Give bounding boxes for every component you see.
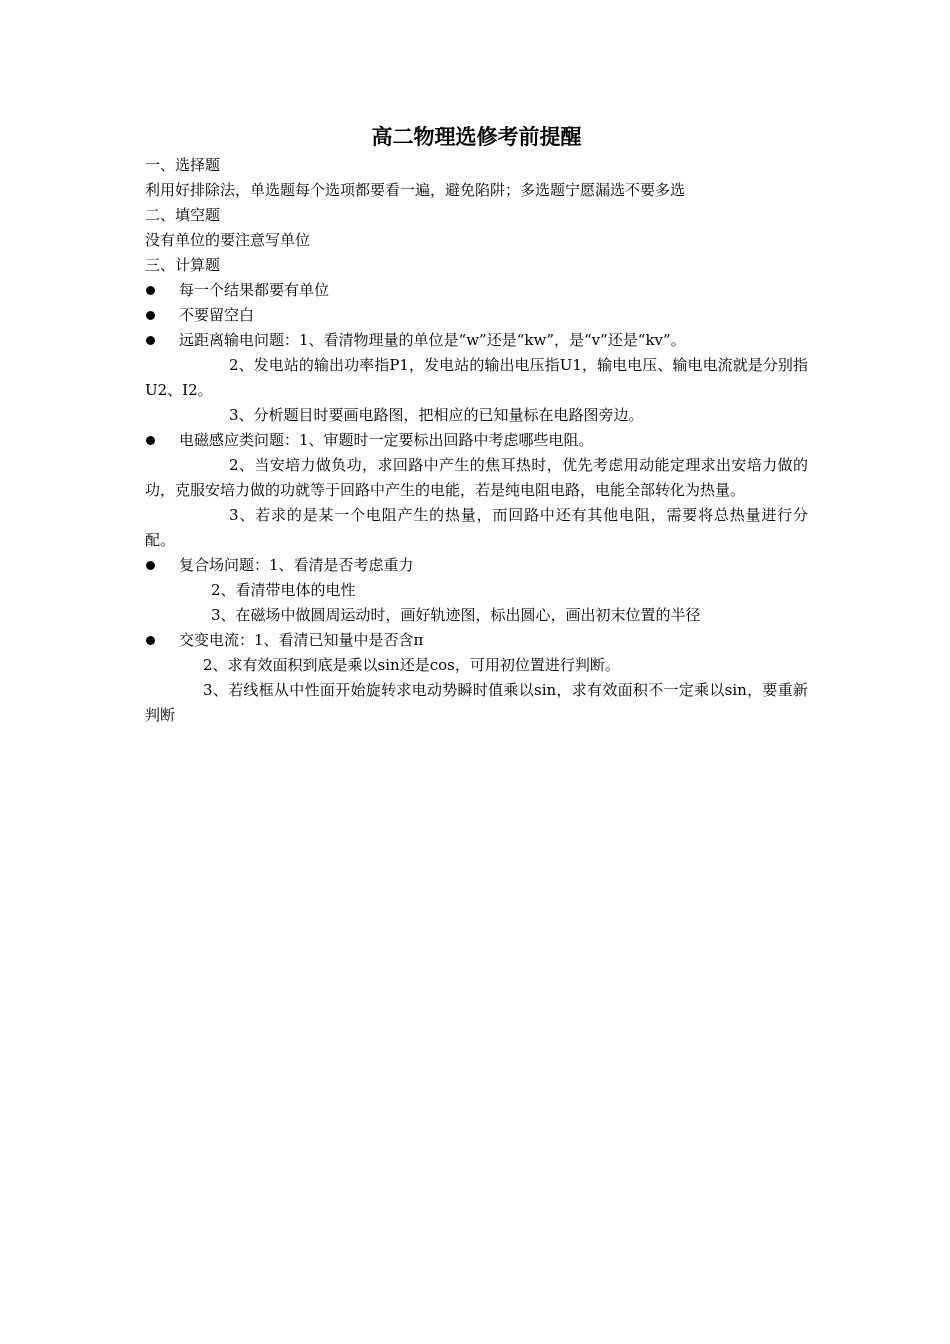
section-heading-calc: 三、计算题 (145, 256, 221, 274)
bullet-dot-icon (146, 286, 155, 295)
document-title: 高二物理选修考前提醒 (371, 125, 582, 149)
bullet-text: 电磁感应类问题：1、审题时一定要标出回路中考虑哪些电阻。 (179, 431, 594, 449)
bullet-dot-icon (146, 561, 155, 570)
transmission-point-3: 3、分析题目时要画电路图，把相应的已知量标在电路图旁边。 (229, 406, 644, 424)
field-point-3: 3、在磁场中做圆周运动时，画好轨迹图，标出圆心，画出初末位置的半径 (211, 606, 701, 624)
document-page (145, 122, 808, 728)
bullet-dot-icon (146, 336, 155, 345)
section-heading-fill: 二、填空题 (145, 206, 221, 224)
field-point-2: 2、看清带电体的电性 (211, 581, 356, 599)
bullet-item-induction (145, 428, 808, 453)
bullet-dot-icon (146, 636, 155, 645)
bullet-text: 远距离输电问题：1、看清物理量的单位是“w”还是“kw”，是“v”还是“kv”。 (179, 331, 686, 349)
transmission-point-2: 2、发电站的输出功率指P1，发电站的输出电压指U1，输电电压、输电电流就是分别指U2、I2。 (145, 356, 808, 399)
bullet-dot-icon (146, 311, 155, 320)
choice-tip: 利用好排除法，单选题每个选项都要看一遍，避免陷阱；多选题宁愿漏选不要多选 (145, 181, 686, 199)
ac-point-2: 2、求有效面积到底是乘以sin还是cos，可用初位置进行判断。 (203, 656, 620, 674)
induction-point-3: 3、若求的是某一个电阻产生的热量，而回路中还有其他电阻，需要将总热量进行分配。 (145, 506, 808, 549)
section-heading-choice: 一、选择题 (145, 156, 221, 174)
bullet-text: 交变电流：1、看清已知量中是否含π (179, 631, 424, 649)
bullet-text: 每一个结果都要有单位 (179, 281, 330, 299)
bullet-dot-icon (146, 436, 155, 445)
bullet-item-transmission (145, 328, 808, 353)
bullet-item-no-blank (145, 303, 808, 328)
induction-point-2: 2、当安培力做负功，求回路中产生的焦耳热时，优先考虑用动能定理求出安培力做的功，克服安培力做的功就等于回路中产生的电能，若是纯电阻电路，电能全部转化为热量。 (145, 456, 808, 499)
bullet-text: 复合场问题：1、看清是否考虑重力 (179, 556, 414, 574)
fill-tip: 没有单位的要注意写单位 (145, 231, 311, 249)
ac-point-3: 3、若线框从中性面开始旋转求电动势瞬时值乘以sin，求有效面积不一定乘以sin，要重新判断 (145, 681, 808, 724)
bullet-item-ac-current (145, 628, 808, 653)
bullet-text: 不要留空白 (179, 306, 255, 324)
bullet-item-units (145, 278, 808, 303)
bullet-item-compound-field (145, 553, 808, 578)
